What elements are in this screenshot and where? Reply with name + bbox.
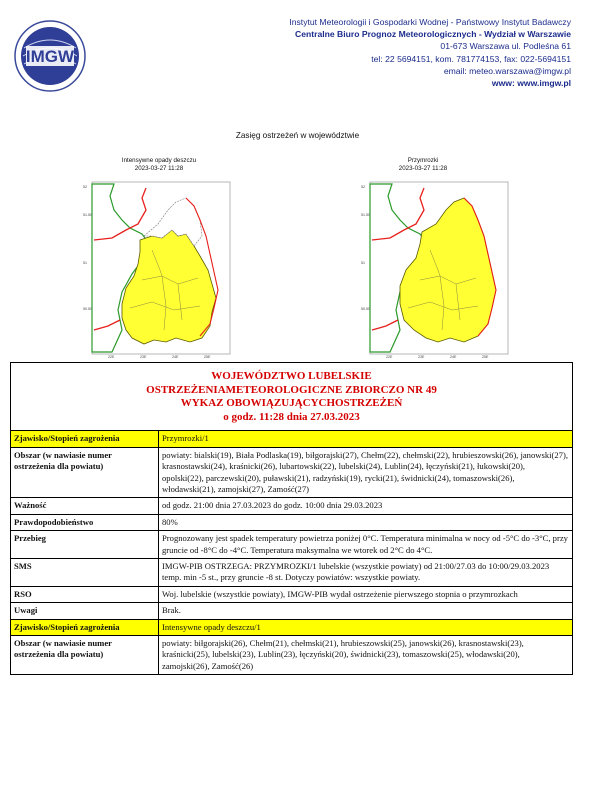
maps-section-title: Zasięg ostrzeżeń w województwie bbox=[235, 131, 360, 140]
table-row bbox=[11, 603, 573, 619]
row-value: powiaty: bialski(19), Biała Podlaska(19), biłgorajski(27), Chełm(22), chełmski(22), hrubieszowski(26), janowski(27), krasnostawski(24), kraśnicki(26), lubartowski(22), lubelski(24), Lublin(24), łęczyński(21), łukowski(20), opolski(22), parczewski(20), puławski(21), radzyński(19), rycki(21), świdnicki(24), tomaszowski(26), włodawski(21), zamojski(27), Zamość(27) bbox=[159, 447, 573, 498]
x-tick-label: 22E bbox=[108, 355, 115, 358]
row-label: SMS bbox=[11, 559, 159, 587]
table-row bbox=[11, 559, 573, 587]
office-name: Centralne Biuro Prognoz Meteorologicznych - Wydział w Warszawie bbox=[295, 29, 571, 40]
row-value: IMGW-PIB OSTRZEGA: PRZYMROZKI/1 lubelskie (wszystkie powiaty) od 21:00/27.03 do 10:00/29.03.2023 temp. min -5 st., przy gruncie -8 st. Dotyczy powiatów: wszystkie powiaty. bbox=[159, 559, 573, 587]
x-tick-label: 24E bbox=[172, 355, 179, 358]
email-line[interactable]: email: meteo.warszawa@imgw.pl bbox=[443, 65, 571, 76]
row-label: Uwagi bbox=[11, 603, 159, 619]
table-row bbox=[11, 514, 573, 530]
map-datetime: 2023-03-27 11:28 bbox=[398, 165, 448, 172]
warning-map-rain bbox=[82, 180, 232, 358]
map-caption-frost bbox=[348, 157, 498, 173]
row-label: Obszar (w nawiasie numer ostrzeżenia dla powiatu) bbox=[11, 447, 159, 498]
warning-table bbox=[10, 362, 573, 675]
row-label: Ważność bbox=[11, 498, 159, 514]
row-label: Zjawisko/Stopień zagrożenia bbox=[11, 431, 159, 447]
x-tick-label: 23E bbox=[140, 355, 147, 358]
row-label: Prawdopodobieństwo bbox=[11, 514, 159, 530]
row-value: 80% bbox=[159, 514, 573, 530]
imgw-logo bbox=[12, 18, 88, 94]
y-tick-label: 52 bbox=[361, 185, 365, 189]
table-row bbox=[11, 431, 573, 447]
map-title: Intensywne opady deszczu bbox=[121, 157, 197, 164]
y-tick-label: 51 bbox=[361, 261, 365, 265]
table-row bbox=[11, 447, 573, 498]
warning-map-frost bbox=[360, 180, 510, 358]
y-tick-label: 50.50 bbox=[361, 307, 370, 311]
logo-text: IMGW bbox=[25, 47, 75, 66]
row-value: Prognozowany jest spadek temperatury powietrza poniżej 0°C. Temperatura minimalna w nocy od -5°C do -3°C, przy gruncie od -8°C do -4°C. Temperatura maksymalna we wtorek od 2°C do 4°C. bbox=[159, 531, 573, 559]
institution-header bbox=[289, 16, 571, 89]
x-tick-label: 25E bbox=[482, 355, 489, 358]
row-label: Obszar (w nawiasie numer ostrzeżenia dla powiatu) bbox=[11, 636, 159, 675]
row-value: Intensywne opady deszczu/1 bbox=[159, 619, 573, 635]
x-tick-label: 25E bbox=[204, 355, 211, 358]
table-row bbox=[11, 498, 573, 514]
table-row bbox=[11, 636, 573, 675]
phone-line: tel: 22 5694151, kom. 781774153, fax: 022-5694151 bbox=[371, 53, 571, 64]
table-row bbox=[11, 619, 573, 635]
website-line[interactable]: www: www.imgw.pl bbox=[491, 78, 571, 89]
title-line: WYKAZ OBOWIĄZUJĄCYCHOSTRZEŻEŃ bbox=[180, 397, 403, 410]
map-canvas bbox=[360, 180, 510, 358]
y-tick-label: 51.50 bbox=[361, 213, 370, 217]
map-canvas bbox=[82, 180, 232, 358]
row-value: Brak. bbox=[159, 603, 573, 619]
title-line: o godz. 11:28 dnia 27.03.2023 bbox=[223, 410, 360, 423]
row-label: Zjawisko/Stopień zagrożenia bbox=[11, 619, 159, 635]
row-label: RSO bbox=[11, 586, 159, 602]
y-tick-label: 52 bbox=[83, 185, 87, 189]
y-tick-label: 51.50 bbox=[83, 213, 92, 217]
row-value: powiaty: biłgorajski(26), Chełm(21), chełmski(21), hrubieszowski(25), janowski(26), krasnostawski(23), kraśnicki(25), lubelski(23), Lublin(23), łęczyński(20), świdnicki(23), tomaszowski(25), włodawski(20), zamojski(26), Zamość(26) bbox=[159, 636, 573, 675]
map-caption-rain bbox=[84, 157, 234, 173]
y-tick-label: 51 bbox=[83, 261, 87, 265]
row-value: Przymrozki/1 bbox=[159, 431, 573, 447]
document-title bbox=[11, 363, 573, 431]
table-row bbox=[11, 586, 573, 602]
y-tick-label: 50.50 bbox=[83, 307, 92, 311]
row-value: Woj. lubelskie (wszystkie powiaty), IMGW-PIB wydał ostrzeżenie pierwszego stopnia o przymrozkach bbox=[159, 586, 573, 602]
title-line: WOJEWÓDZTWO LUBELSKIE bbox=[211, 370, 372, 382]
map-datetime: 2023-03-27 11:28 bbox=[134, 165, 184, 172]
map-title: Przymrozki bbox=[407, 157, 439, 164]
institute-name: Instytut Meteorologii i Gospodarki Wodnej - Państwowy Instytut Badawczy bbox=[289, 17, 571, 27]
x-tick-label: 22E bbox=[386, 355, 393, 358]
address: 01-673 Warszawa ul. Podleśna 61 bbox=[440, 41, 571, 52]
title-line: OSTRZEŻENIAMETEOROLOGICZNE ZBIORCZO NR 49 bbox=[146, 383, 437, 396]
x-tick-label: 24E bbox=[450, 355, 457, 358]
row-label: Przebieg bbox=[11, 531, 159, 559]
x-tick-label: 23E bbox=[418, 355, 425, 358]
row-value: od godz. 21:00 dnia 27.03.2023 do godz. 10:00 dnia 29.03.2023 bbox=[159, 498, 573, 514]
table-row bbox=[11, 531, 573, 559]
